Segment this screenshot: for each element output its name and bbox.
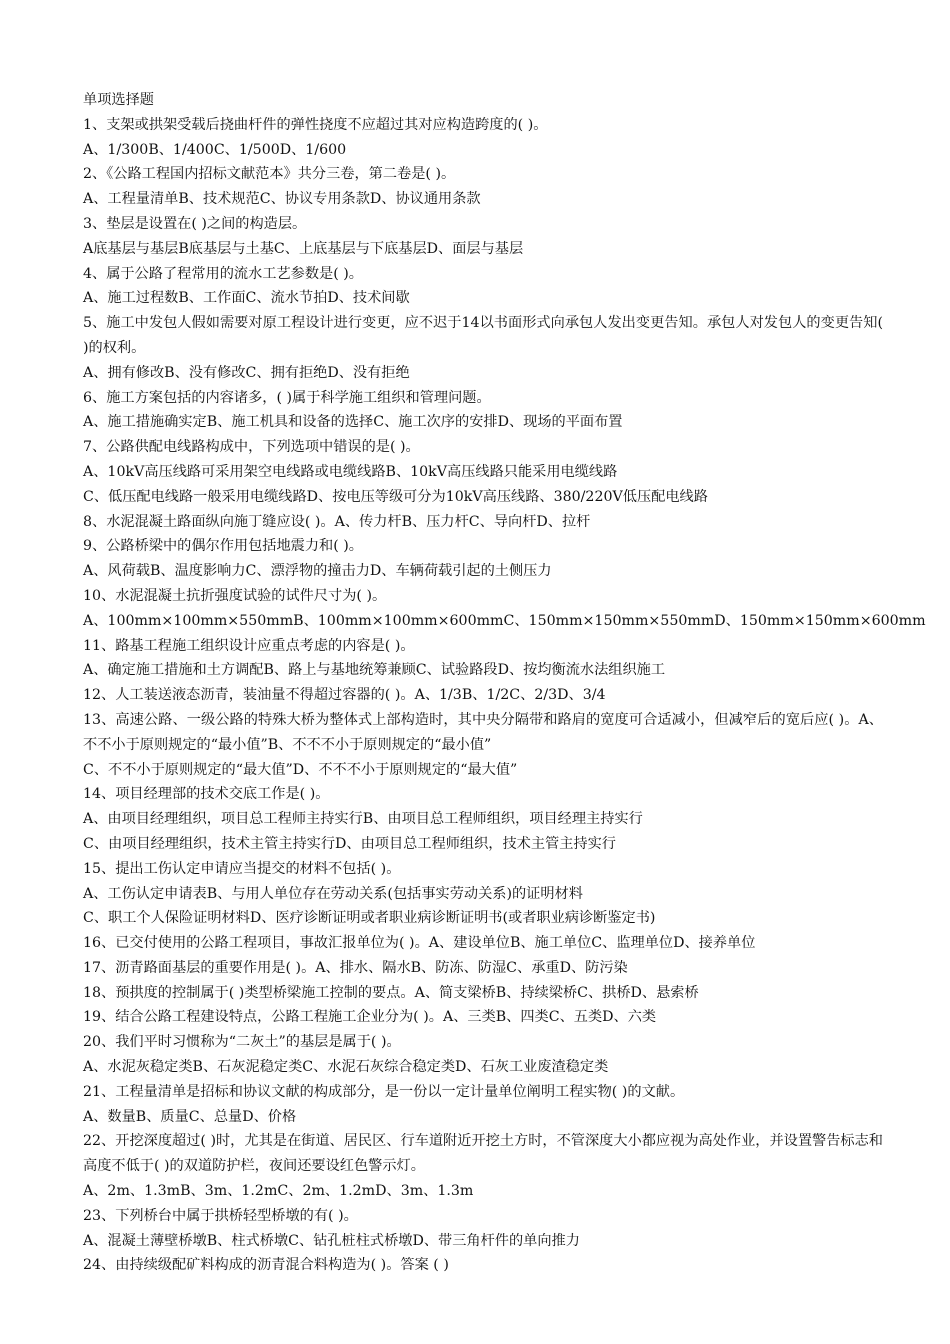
question-text: 3、垫层是设置在( )之间的构造层。 — [83, 215, 307, 232]
question-text: 23、下列桥台中属于拱桥轻型桥墩的有( )。 — [83, 1207, 358, 1224]
answer-options: A、施工措施确实定B、施工机具和设备的选择C、施工次序的安排D、现场的平面布置 — [83, 414, 623, 431]
answer-options: A、数量B、质量C、总量D、价格 — [83, 1108, 297, 1125]
question-text: 12、人工装送液态沥青，装油量不得超过容器的( )。A、1/3B、1/2C、2/3D、3/4 — [83, 687, 606, 704]
question-text: 22、开挖深度超过( )时，尤其是在街道、居民区、行车道附近开挖土方时，不管深度大小都应视为高处作业，并设置警告标志和高度不低于( )的双道防护栏，夜间还要设红色警示灯。 — [83, 1133, 883, 1175]
answer-options: A、确定施工措施和土方调配B、路上与基地统筹兼顾C、试验路段D、按均衡流水法组织施工 — [83, 662, 666, 679]
answer-options: C、职工个人保险证明材料D、医疗诊断证明或者职业病诊断证明书(或者职业病诊断鉴定书) — [83, 910, 656, 927]
question-text: 20、我们平时习惯称为“二灰土”的基层是属于( )。 — [83, 1034, 401, 1051]
question-text: 16、已交付使用的公路工程项目，事故汇报单位为( )。A、建设单位B、施工单位C、监理单位D、接养单位 — [83, 935, 756, 952]
question-text: 11、路基工程施工组织设计应重点考虑的内容是( )。 — [83, 637, 415, 654]
question-text: 15、提出工伤认定申请应当提交的材料不包括( )。 — [83, 860, 401, 877]
answer-options: C、由项目经理组织，技术主管主持实行D、由项目总工程师组织，技术主管主持实行 — [83, 835, 616, 852]
answer-options: A、1/300B、1/400C、1/500D、1/600 — [83, 141, 347, 158]
answer-options: A、100mm×100mm×550mmB、100mm×100mm×600mmC、150mm×150mm×550mmD、150mm×150mm×600mm — [83, 612, 926, 629]
question-text: 17、沥青路面基层的重要作用是( )。A、排水、隔水B、防冻、防湿C、承重D、防污染 — [83, 959, 628, 976]
question-text: 19、结合公路工程建设特点，公路工程施工企业分为( )。A、三类B、四类C、五类D、六类 — [83, 1009, 657, 1026]
question-text: 13、高速公路、一级公路的特殊大桥为整体式上部构造时，其中央分隔带和路肩的宽度可合适减小，但减窄后的宽后应( )。A、不不小于原则规定的“最小值”B、不不不小于原则规定的“最小值” — [83, 711, 883, 753]
question-text: 18、预拱度的控制属于( )类型桥梁施工控制的要点。A、简支梁桥B、持续梁桥C、拱桥D、悬索桥 — [83, 984, 699, 1001]
answer-options: C、低压配电线路一般采用电缆线路D、按电压等级可分为10kV高压线路、380/220V低压配电线路 — [83, 488, 708, 505]
answer-options: A、10kV高压线路可采用架空电线路或电缆线路B、10kV高压线路只能采用电缆线路 — [83, 463, 618, 480]
answer-options: A、工伤认定申请表B、与用人单位存在劳动关系(包括事实劳动关系)的证明材料 — [83, 885, 583, 902]
answer-options: A、拥有修改B、没有修改C、拥有拒绝D、没有拒绝 — [83, 364, 410, 381]
answer-options: A、风荷载B、温度影响力C、漂浮物的撞击力D、车辆荷载引起的土侧压力 — [83, 563, 552, 580]
answer-options: A、工程量清单B、技术规范C、协议专用条款D、协议通用条款 — [83, 191, 481, 208]
question-text: 6、施工方案包括的内容诸多，( )属于科学施工组织和管理问题。 — [83, 389, 491, 406]
answer-options: A、水泥灰稳定类B、石灰泥稳定类C、水泥石灰综合稳定类D、石灰工业废渣稳定类 — [83, 1059, 609, 1076]
document-page — [83, 88, 926, 1278]
question-text: 21、工程量清单是招标和协议文献的构成部分，是一份以一定计量单位阐明工程实物( )的文献。 — [83, 1083, 685, 1100]
question-text: 5、施工中发包人假如需要对原工程设计进行变更，应不迟于14以书面形式向承包人发出变更告知。承包人对发包人的变更告知( )的权利。 — [83, 315, 883, 356]
question-text: 7、公路供配电线路构成中，下列选项中错误的是( )。 — [83, 439, 420, 456]
answer-options: A、由项目经理组织，项目总工程师主持实行B、由项目总工程师组织，项目经理主持实行 — [83, 811, 643, 828]
question-text: 4、属于公路了程常用的流水工艺参数是( )。 — [83, 265, 363, 282]
question-text: 24、由持续级配矿料构成的沥青混合料构造为( )。答案 ( ) — [83, 1257, 449, 1274]
question-text: 14、项目经理部的技术交底工作是( )。 — [83, 786, 330, 803]
question-text: 8、水泥混凝土路面纵向施丁缝应设( )。A、传力杆B、压力杆C、导向杆D、拉杆 — [83, 513, 591, 530]
question-text: 1、支架或拱架受载后挠曲杆件的弹性挠度不应超过其对应构造跨度的( )。 — [83, 116, 548, 133]
question-text: 10、水泥混凝土抗折强度试验的试件尺寸为( )。 — [83, 587, 387, 604]
question-text: 2、《公路工程国内招标文献范本》共分三卷，第二卷是( )。 — [83, 166, 456, 183]
answer-options: A、2m、1.3mB、3m、1.2mC、2m、1.2mD、3m、1.3m — [83, 1183, 474, 1200]
answer-options: A、施工过程数B、工作面C、流水节拍D、技术间歇 — [83, 290, 410, 307]
answer-options: A底基层与基层B底基层与土基C、上底基层与下底基层D、面层与基层 — [83, 240, 524, 257]
section-heading: 单项选择题 — [83, 92, 154, 108]
answer-options: C、不不小于原则规定的“最大值”D、不不不小于原则规定的“最大值” — [83, 761, 518, 778]
question-text: 9、公路桥梁中的偶尔作用包括地震力和( )。 — [83, 538, 363, 555]
answer-options: A、混凝土薄壁桥墩B、柱式桥墩C、钻孔桩柱式桥墩D、带三角杆件的单向推力 — [83, 1232, 580, 1249]
